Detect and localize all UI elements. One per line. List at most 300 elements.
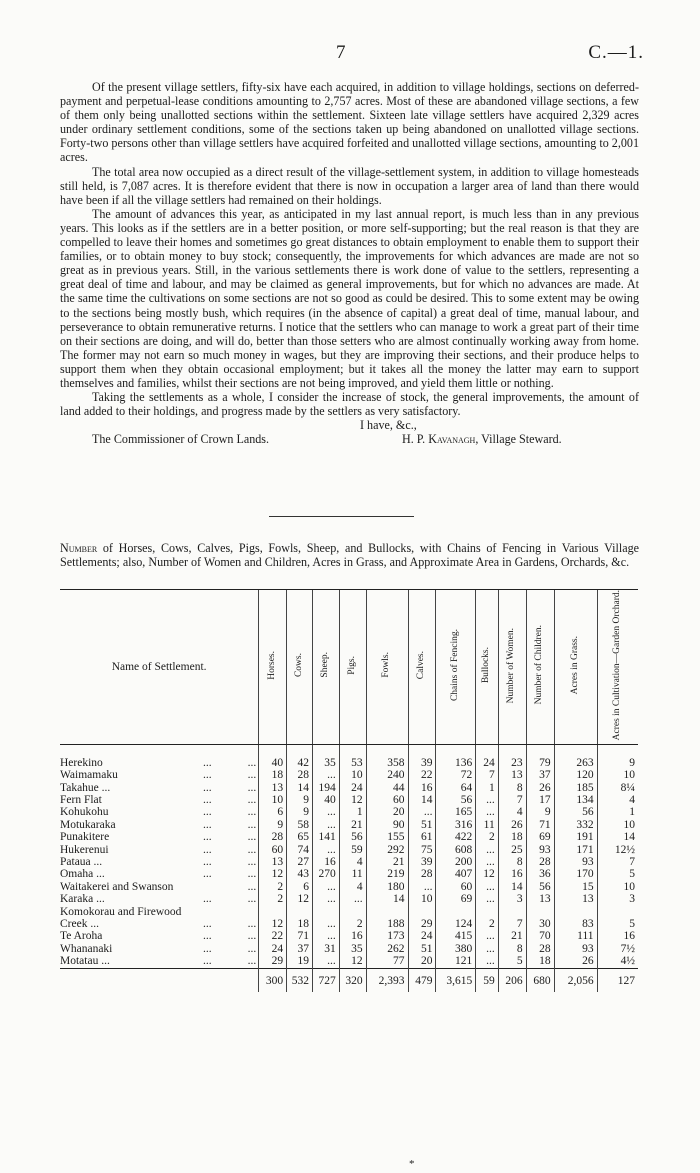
- leader-dot: ...: [247, 942, 257, 955]
- settlement-name-wrap: [60, 819, 256, 831]
- settlement-name: Waimamaku: [60, 769, 118, 782]
- leader-dot: ...: [247, 930, 257, 943]
- table-cell: ...: [408, 806, 436, 818]
- settlement-name-cell: [60, 943, 259, 955]
- page-number: 7: [336, 42, 346, 63]
- header-col-3: [339, 590, 366, 745]
- table-cell: 72: [436, 769, 476, 781]
- table-cell: 4: [339, 881, 366, 893]
- table-cell: 3: [597, 893, 638, 905]
- settlement-name-wrap: [60, 918, 256, 930]
- leader-dot: ...: [247, 856, 257, 869]
- table-cell: 16: [339, 930, 366, 942]
- table-cell: 6: [287, 881, 313, 893]
- total-cell: 727: [312, 968, 339, 992]
- leader-dot: ...: [247, 918, 257, 931]
- table-cell: ...: [476, 794, 499, 806]
- header-col-1: [287, 590, 313, 745]
- table-cell: 56: [436, 794, 476, 806]
- table-cell: 6: [259, 806, 287, 818]
- table-cell: 12½: [597, 844, 638, 856]
- table-cell: 19: [287, 955, 313, 968]
- total-cell: 2,393: [366, 968, 408, 992]
- settlement-name-wrap: [60, 769, 256, 781]
- table-cell: 22: [259, 930, 287, 942]
- table-cell: [312, 906, 339, 918]
- table-cell: 7½: [597, 943, 638, 955]
- settlement-name-cell: [60, 856, 259, 868]
- table-cell: 51: [408, 819, 436, 831]
- table-cell: 262: [366, 943, 408, 955]
- table-cell: 61: [408, 831, 436, 843]
- spacer-cell: [287, 744, 313, 757]
- table-cell: 7: [498, 794, 526, 806]
- leader-dot: ...: [203, 893, 212, 906]
- leader-dot: ...: [203, 843, 212, 856]
- leader-dot: ...: [247, 843, 257, 856]
- settlement-name: Fern Flat: [60, 794, 102, 806]
- settlement-name-wrap: [60, 893, 256, 905]
- table-cell: 43: [287, 868, 313, 880]
- table-cell: 188: [366, 918, 408, 930]
- table-cell: ...: [339, 893, 366, 905]
- table-cell: 21: [339, 819, 366, 831]
- table-cell: ...: [312, 893, 339, 905]
- leader-dot: ...: [203, 856, 212, 869]
- table-row: [60, 881, 638, 893]
- table-cell: 14: [597, 831, 638, 843]
- table-cell: 13: [259, 782, 287, 794]
- total-cell: 2,056: [554, 968, 597, 992]
- table-cell: 16: [312, 856, 339, 868]
- settlement-name-wrap: [60, 856, 256, 868]
- table-cell: 37: [287, 943, 313, 955]
- leader-dot: ...: [247, 769, 257, 782]
- table-cell: 44: [366, 782, 408, 794]
- table-cell: ...: [312, 844, 339, 856]
- table-cell: 22: [408, 769, 436, 781]
- table-row: [60, 930, 638, 942]
- table-cell: ...: [476, 881, 499, 893]
- table-cell: [498, 906, 526, 918]
- table-cell: 4: [597, 794, 638, 806]
- table-cell: 2: [476, 831, 499, 843]
- table-cell: 28: [408, 868, 436, 880]
- settlement-name-cell: [60, 906, 259, 918]
- table-cell: 28: [287, 769, 313, 781]
- table-cell: ...: [476, 930, 499, 942]
- table-cell: 200: [436, 856, 476, 868]
- table-cell: 9: [526, 806, 554, 818]
- table-row: [60, 856, 638, 868]
- table-cell: 79: [526, 757, 554, 769]
- table-cell: 14: [287, 782, 313, 794]
- header-col-10: [554, 590, 597, 745]
- settlement-name-cell: [60, 806, 259, 818]
- table-cell: ...: [312, 769, 339, 781]
- settlement-name-wrap: [60, 782, 256, 794]
- total-cell: 680: [526, 968, 554, 992]
- header-col-label: Number of Children.: [534, 625, 545, 705]
- table-cell: 12: [339, 955, 366, 968]
- table-caption: [60, 541, 639, 570]
- table-cell: 155: [366, 831, 408, 843]
- table-cell: 8¼: [597, 782, 638, 794]
- header-col-2: [312, 590, 339, 745]
- table-cell: [597, 906, 638, 918]
- table-cell: 65: [287, 831, 313, 843]
- leader-dot: ...: [203, 794, 212, 806]
- settlement-name: Whananaki: [60, 942, 113, 955]
- table-cell: 56: [526, 881, 554, 893]
- table-cell: 21: [498, 930, 526, 942]
- settlement-name: Te Aroha: [60, 930, 103, 943]
- table-cell: 51: [408, 943, 436, 955]
- table-cell: ...: [476, 943, 499, 955]
- settlement-name: Motukaraka: [60, 818, 116, 831]
- table-cell: 10: [259, 794, 287, 806]
- table-cell: 28: [526, 856, 554, 868]
- table-cell: 136: [436, 757, 476, 769]
- table-cell: 407: [436, 868, 476, 880]
- table-cell: 39: [408, 757, 436, 769]
- leader-dots: [203, 782, 256, 794]
- table-cell: 74: [287, 844, 313, 856]
- leader-dot: ...: [203, 769, 212, 782]
- table-cell: 13: [554, 893, 597, 905]
- header-col-label: Acres in Cultivation—Garden Orchard.: [612, 590, 623, 741]
- table-cell: 8: [498, 943, 526, 955]
- leader-dots: [203, 819, 256, 831]
- table-row: [60, 782, 638, 794]
- table-cell: 8: [498, 782, 526, 794]
- table-cell: 29: [408, 918, 436, 930]
- table-cell: 16: [498, 868, 526, 880]
- table-cell: 180: [366, 881, 408, 893]
- header-col-9: [526, 590, 554, 745]
- table-cell: 24: [408, 930, 436, 942]
- paragraph-conclusion: Taking the settlements as a whole, I consider the increase of stock, the general improvements, the amount of land added to their holdings, and progress made by the settlers as very satisfactory.: [60, 390, 639, 419]
- settlement-name: Motatau ...: [60, 955, 110, 968]
- settlement-name-cell: [60, 868, 259, 880]
- table-cell: 27: [287, 856, 313, 868]
- table-cell: 12: [339, 794, 366, 806]
- table-cell: ...: [312, 955, 339, 968]
- table-cell: 29: [259, 955, 287, 968]
- leader-dot: ...: [203, 756, 212, 769]
- leader-dot: ...: [247, 806, 257, 819]
- spacer-cell: [259, 744, 287, 757]
- table-cell: 121: [436, 955, 476, 968]
- settlement-name-wrap: [60, 794, 256, 806]
- leader-dot: ...: [203, 831, 212, 844]
- signatory-name: H. P. Kavanagh: [402, 432, 476, 447]
- table-cell: ...: [312, 819, 339, 831]
- table-cell: 5: [498, 955, 526, 968]
- table-cell: 16: [597, 930, 638, 942]
- table-cell: 23: [498, 757, 526, 769]
- table-cell: 28: [526, 943, 554, 955]
- leader-dots: [203, 794, 256, 806]
- settlement-name-wrap: [60, 831, 256, 843]
- header-col-label: Sheep.: [320, 652, 331, 678]
- table-cell: 124: [436, 918, 476, 930]
- table-cell: 219: [366, 868, 408, 880]
- table-cell: 194: [312, 782, 339, 794]
- table-cell: 9: [259, 819, 287, 831]
- settlement-name-wrap: [60, 943, 256, 955]
- table-cell: ...: [476, 806, 499, 818]
- paragraph-total-area: The total area now occupied as a direct result of the village-settlement system, in addition to village homesteads still held, is 7,087 acres. It is therefore evident that there is now in occupation a larger area of land than there would have been if all the village settlers had remained on their holdings.: [60, 164, 639, 207]
- table-cell: ...: [312, 930, 339, 942]
- table-cell: 1: [476, 782, 499, 794]
- settlement-name-wrap: [60, 868, 256, 880]
- settlement-name: Hukerenui: [60, 843, 109, 856]
- leader-dots: [203, 918, 256, 930]
- table-cell: 316: [436, 819, 476, 831]
- leader-dots: [203, 955, 256, 967]
- table-cell: 26: [526, 782, 554, 794]
- table-cell: ...: [476, 856, 499, 868]
- table-row: [60, 819, 638, 831]
- total-cell: 479: [408, 968, 436, 992]
- spacer-cell: [476, 744, 499, 757]
- table-cell: 56: [554, 806, 597, 818]
- spacer-cell: [498, 744, 526, 757]
- settlement-name: Waitakerei and Swanson: [60, 880, 174, 893]
- table-cell: 2: [339, 918, 366, 930]
- table-cell: 24: [259, 943, 287, 955]
- table-cell: 191: [554, 831, 597, 843]
- table-cell: 10: [597, 881, 638, 893]
- table-row: [60, 868, 638, 880]
- footer-mark: *: [409, 1158, 415, 1170]
- table-cell: 422: [436, 831, 476, 843]
- table-cell: 42: [287, 757, 313, 769]
- table-cell: 9: [597, 757, 638, 769]
- leader-dots: [203, 769, 256, 781]
- table-cell: 7: [476, 769, 499, 781]
- settlement-name: Herekino: [60, 756, 103, 769]
- closing-phrase: I have, &c.,: [360, 418, 417, 433]
- table-cell: 24: [339, 782, 366, 794]
- total-cell: 59: [476, 968, 499, 992]
- leader-dot: ...: [203, 818, 212, 831]
- total-cell: 300: [259, 968, 287, 992]
- spacer-row: [60, 744, 638, 757]
- settlement-name-cell: [60, 881, 259, 893]
- table-cell: 53: [339, 757, 366, 769]
- total-cell: 3,615: [436, 968, 476, 992]
- table-cell: 173: [366, 930, 408, 942]
- table-cell: 18: [259, 769, 287, 781]
- leader-dot: ...: [203, 955, 212, 968]
- table-cell: 20: [408, 955, 436, 968]
- leader-dots: [203, 757, 256, 769]
- table-cell: 17: [526, 794, 554, 806]
- settlement-name-cell: [60, 782, 259, 794]
- settlement-name-cell: [60, 831, 259, 843]
- table-cell: 25: [498, 844, 526, 856]
- table-cell: 36: [526, 868, 554, 880]
- recipient: The Commissioner of Crown Lands.: [92, 432, 270, 447]
- table-cell: 93: [554, 856, 597, 868]
- table-cell: 120: [554, 769, 597, 781]
- leader-dot: ...: [247, 794, 257, 806]
- table-cell: ...: [476, 893, 499, 905]
- table-cell: ...: [312, 806, 339, 818]
- table-cell: 71: [287, 930, 313, 942]
- header-col-5: [408, 590, 436, 745]
- table-cell: 60: [436, 881, 476, 893]
- table-cell: 18: [287, 918, 313, 930]
- table-cell: 2: [476, 918, 499, 930]
- table-cell: 415: [436, 930, 476, 942]
- settlement-name-cell: [60, 769, 259, 781]
- table-row: [60, 757, 638, 769]
- header-col-label: Fowls.: [381, 652, 392, 678]
- table-cell: [436, 906, 476, 918]
- leader-dots: [220, 906, 256, 918]
- settlement-name-cell: [60, 955, 259, 968]
- settlement-name: Omaha ...: [60, 868, 105, 881]
- settlement-name-cell: [60, 757, 259, 769]
- table-cell: 70: [526, 930, 554, 942]
- table-cell: [554, 906, 597, 918]
- settlement-name-wrap: [60, 757, 256, 769]
- total-cell: 206: [498, 968, 526, 992]
- header-col-8: [498, 590, 526, 745]
- table-row: [60, 955, 638, 968]
- signoff: [60, 418, 639, 446]
- paragraph-advances: The amount of advances this year, as anticipated in my last annual report, is much less than in any previous years. This looks as if the settlers are in a better position, or more self-supporting; but the real reason is that they are compelled to leave their homes and sometimes go great distances to obtain employment to enable them to support their families, or to obtain money to buy stock; consequently, the improvements for which advances are made are not so great as in previous years. Still, in the various settlements there is work done of value to the settlers, representing a great deal of time and labour, and may be claimed as general improvements, but for which no advances are made. At the same time the cultivations on some sections are not so good as could be desired. This to some extent may be owing to the sections being mostly bush, which requires (in the absence of capital) a great deal of time, manual labour, and perseverance to obtain remunerative returns. I notice that the settlers who can manage to work a great part of their time on their sections are doing, and will do, better than those setters who are almost continually working away from home. The former may not earn so much money in wages, but they are improving their sections, and their produce helps to support them when they obtain occasional employment; but it takes all the money the latter may earn to support themselves and families, whilst their sections are not being improved, and yield them little or nothing.: [60, 206, 639, 390]
- table-cell: 16: [408, 782, 436, 794]
- header-col-11: [597, 590, 638, 745]
- table-cell: 60: [366, 794, 408, 806]
- leader-dot: ...: [203, 930, 212, 943]
- table-cell: 28: [259, 831, 287, 843]
- leader-dot: ...: [247, 880, 257, 893]
- table-cell: 292: [366, 844, 408, 856]
- table-cell: 5: [597, 918, 638, 930]
- leader-dot: ...: [247, 868, 257, 881]
- table-row: [60, 918, 638, 930]
- table-cell: 3: [498, 893, 526, 905]
- leader-dot: ...: [247, 831, 257, 844]
- table-cell: 171: [554, 844, 597, 856]
- spacer-cell: [339, 744, 366, 757]
- leader-dots: [203, 943, 256, 955]
- table-cell: 12: [259, 868, 287, 880]
- leader-dot: ...: [203, 868, 212, 881]
- header-col-label: Horses.: [266, 650, 277, 680]
- section-divider: [269, 516, 414, 517]
- table-cell: ...: [408, 881, 436, 893]
- table-cell: [339, 906, 366, 918]
- table-cell: ...: [476, 955, 499, 968]
- table-cell: [366, 906, 408, 918]
- leader-dots: [203, 893, 256, 905]
- table-cell: 18: [498, 831, 526, 843]
- table-row: [60, 893, 638, 905]
- table-cell: 59: [339, 844, 366, 856]
- table-cell: 13: [526, 893, 554, 905]
- settlement-name-cell: [60, 794, 259, 806]
- table-cell: 56: [339, 831, 366, 843]
- settlement-name: Creek ...: [60, 918, 99, 931]
- table-cell: 75: [408, 844, 436, 856]
- spacer-cell: [554, 744, 597, 757]
- settlement-name: Komokorau and Firewood: [60, 905, 182, 918]
- leader-dots: [203, 930, 256, 942]
- table-cell: ...: [312, 881, 339, 893]
- table-cell: 5: [597, 868, 638, 880]
- settlement-name-cell: [60, 930, 259, 942]
- table-cell: 90: [366, 819, 408, 831]
- table-cell: 24: [476, 757, 499, 769]
- table-row: [60, 831, 638, 843]
- leader-dot: ...: [247, 818, 257, 831]
- paragraph-village-holdings: Of the present village settlers, fifty-six have each acquired, in addition to village holdings, sections on deferred-payment and perpetual-lease conditions amounting to 2,757 acres. Most of these are abandoned village sections, a few of them only being unallotted sections within the settlement. Sixteen late village settlers have acquired 2,329 acres under ordinary settlement conditions, some of the sections taken up being abandoned on unallotted village sections. Forty-two persons other than village settlers have acquired forfeited and unallotted village sections, amounting to 2,001 acres.: [60, 80, 639, 165]
- table-cell: 35: [312, 757, 339, 769]
- table-cell: 2: [259, 881, 287, 893]
- table-cell: 35: [339, 943, 366, 955]
- settlement-name-wrap: [60, 844, 256, 856]
- table-cell: 7: [597, 856, 638, 868]
- table-cell: 270: [312, 868, 339, 880]
- header-name-of-settlement: Name of Settlement.: [60, 590, 259, 745]
- table-cell: 380: [436, 943, 476, 955]
- spacer-cell: [526, 744, 554, 757]
- settlement-name-wrap: [60, 806, 256, 818]
- spacer-cell: [312, 744, 339, 757]
- table-cell: [526, 906, 554, 918]
- table-cell: 14: [366, 893, 408, 905]
- table-cell: 13: [259, 856, 287, 868]
- table-cell: 9: [287, 794, 313, 806]
- table-cell: 39: [408, 856, 436, 868]
- table-cell: 21: [366, 856, 408, 868]
- table-cell: [287, 906, 313, 918]
- table-cell: 8: [498, 856, 526, 868]
- table-cell: 4½: [597, 955, 638, 968]
- spacer-cell: [60, 744, 259, 757]
- table-cell: 40: [259, 757, 287, 769]
- leader-dot: ...: [247, 955, 257, 968]
- table-cell: 4: [498, 806, 526, 818]
- settlement-name-wrap: [60, 906, 256, 918]
- table-cell: 1: [339, 806, 366, 818]
- leader-dots: [203, 856, 256, 868]
- table-cell: 10: [597, 819, 638, 831]
- spacer-cell: [366, 744, 408, 757]
- total-cell: 127: [597, 968, 638, 992]
- table-cell: 170: [554, 868, 597, 880]
- settlement-name-cell: [60, 819, 259, 831]
- header-col-label: Cows.: [293, 653, 304, 678]
- header-col-label: Chains of Fencing.: [450, 629, 461, 702]
- table-row: [60, 806, 638, 818]
- table-cell: 12: [476, 868, 499, 880]
- settlement-name-wrap: [60, 881, 256, 893]
- totals-row: [60, 968, 638, 992]
- table-cell: 93: [526, 844, 554, 856]
- table-cell: [476, 906, 499, 918]
- spacer-cell: [436, 744, 476, 757]
- table-cell: 165: [436, 806, 476, 818]
- table-cell: 26: [554, 955, 597, 968]
- table-cell: 18: [526, 955, 554, 968]
